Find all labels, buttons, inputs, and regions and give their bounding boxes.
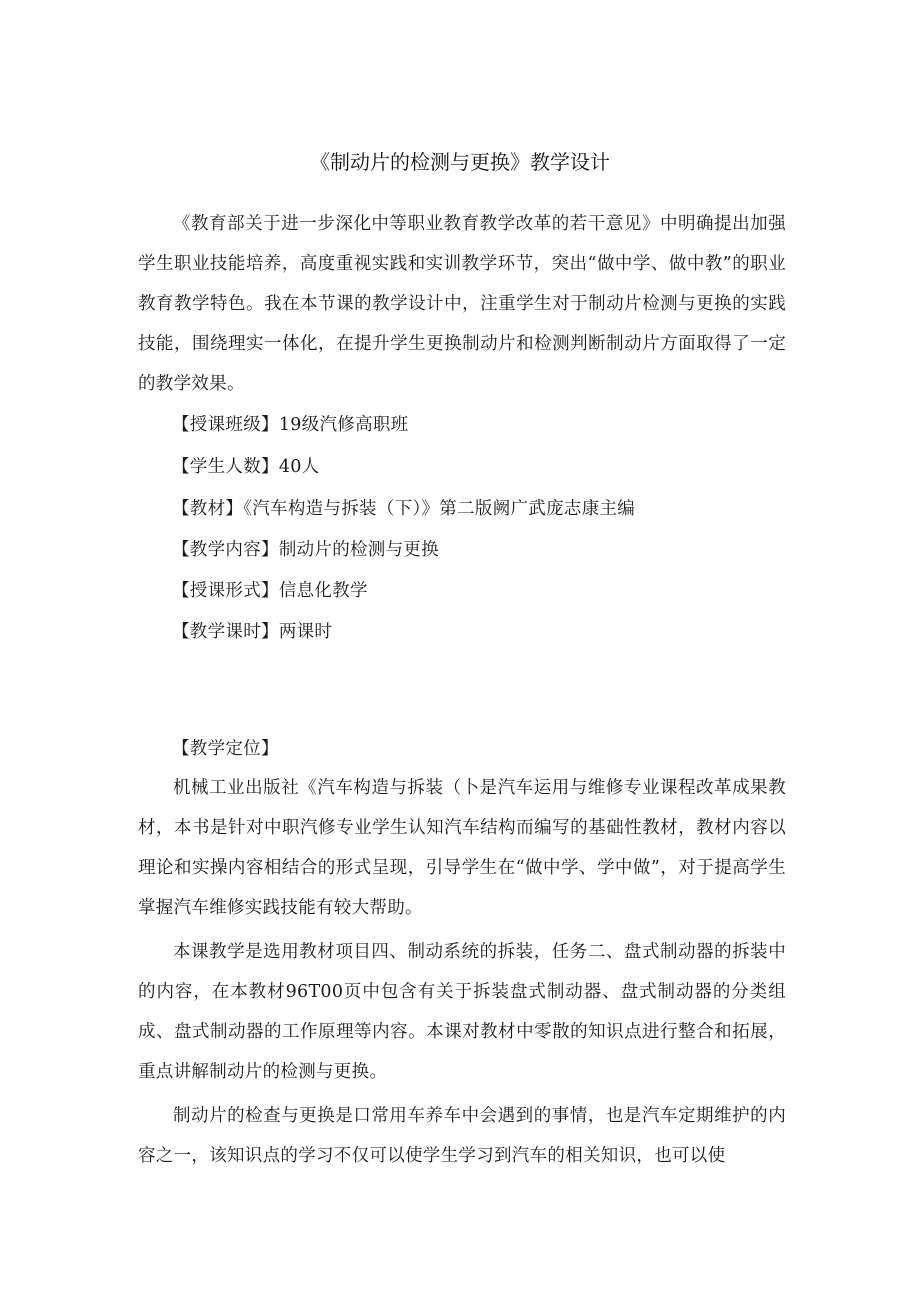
field-value: 《汽车构造与拆装（下）》第二版阙广武庞志康主编 — [243, 499, 636, 519]
field-label: 【授课形式】 — [172, 581, 279, 601]
field-format — [172, 577, 786, 605]
field-textbook — [172, 495, 786, 523]
body-paragraph-positioning: 机械工业出版社《汽车构造与拆装（卜是汽车运用与维修专业课程改革成果教材，本书是针对中职汽修专业学生认知汽车结构而编写的基础性教材，教材内容以理论和实操内容相结合的形式呈现，引导学生在“做中学、学中做”，对于提高学生掌握汽车维修实践技能有较大帮助。 — [138, 778, 786, 918]
field-content — [172, 536, 786, 564]
field-value: 40人 — [278, 457, 320, 477]
section-heading: 【教学定位】 — [172, 739, 279, 759]
field-value: 19级汽修高职班 — [278, 415, 409, 435]
field-hours — [172, 618, 786, 646]
document-title: 《制动片的检测与更换》教学设计 — [310, 150, 610, 174]
field-class — [172, 411, 786, 439]
field-label: 【学生人数】 — [172, 457, 279, 477]
body-paragraph-significance: 制动片的检查与更换是口常用车养车中会遇到的事情，也是汽车定期维护的内容之一，该知识点的学习不仅可以使学生学习到汽车的相关知识，也可以使 — [138, 1106, 786, 1166]
field-label: 【教材】 — [172, 499, 244, 519]
intro-paragraph: 《教育部关于进一步深化中等职业教育教学改革的若干意见》中明确提出加强学生职业技能培养，高度重视实践和实训教学环节，突出“做中学、做中教”的职业教育教学特色。我在本节课的教学设计中，注重学生对于制动片检测与更换的实践技能，围绕理实一体化，在提升学生更换制动片和检测判断制动片方面取得了一定的教学效果。 — [138, 214, 786, 394]
field-label: 【教学内容】 — [172, 540, 279, 560]
field-label: 【授课班级】 — [172, 415, 279, 435]
field-label: 【教学课时】 — [172, 622, 279, 642]
field-value: 信息化教学 — [278, 581, 368, 601]
field-value: 制动片的检测与更换 — [278, 540, 440, 560]
field-student-count — [172, 453, 786, 481]
body-paragraph-content: 本课教学是选用教材项目四、制动系统的拆装，任务二、盘式制动器的拆装中的内容，在本教材96T00页中包含有关于拆装盘式制动器、盘式制动器的分类组成、盘式制动器的工作原理等内容。本课对教材中零散的知识点进行整合和拓展，重点讲解制动片的检测与更换。 — [138, 942, 786, 1082]
field-value: 两课时 — [278, 622, 333, 642]
